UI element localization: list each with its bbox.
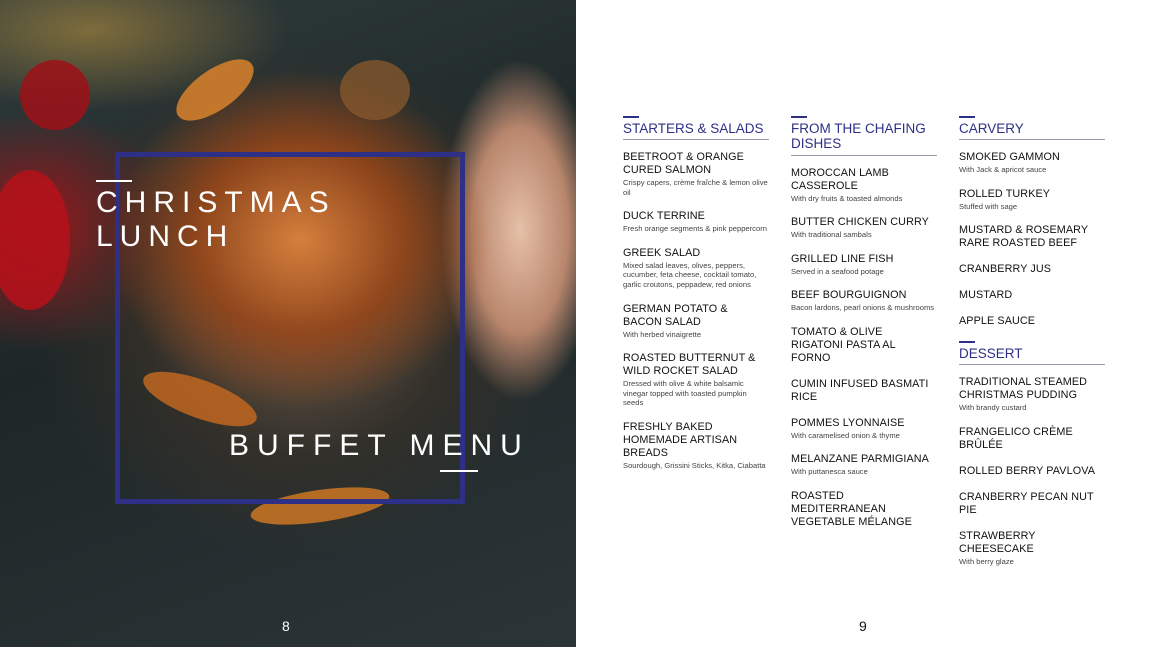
menu-item bbox=[959, 289, 1105, 302]
section-title: STARTERS & SALADS bbox=[623, 121, 769, 141]
menu-item bbox=[959, 263, 1105, 276]
menu-item-name: CRANBERRY PECAN NUT PIE bbox=[959, 490, 1094, 516]
menu-item bbox=[959, 426, 1105, 452]
menu-item-name: ROLLED BERRY PAVLOVA bbox=[959, 464, 1096, 477]
menu-item-name: MOROCCAN LAMB CASSEROLE bbox=[791, 166, 889, 192]
page-number-right: 9 bbox=[859, 618, 867, 634]
menu-item bbox=[959, 224, 1105, 250]
section-title: DESSERT bbox=[959, 346, 1105, 366]
menu-item-name: FRESHLY BAKED HOMEMADE ARTISAN BREADS bbox=[623, 420, 738, 459]
menu-item bbox=[623, 151, 769, 197]
menu-item-name: DUCK TERRINE bbox=[623, 210, 705, 223]
menu-item bbox=[959, 188, 1105, 212]
menu-item-description: Stuffed with sage bbox=[959, 201, 1018, 211]
menu-item-name: SMOKED GAMMON bbox=[959, 151, 1060, 163]
menu-item-name: BEEF BOURGUIGNON bbox=[791, 289, 907, 302]
menu-item-name: ROASTED BUTTERNUT & WILD ROCKET SALAD bbox=[623, 352, 756, 378]
menu-item bbox=[623, 247, 769, 290]
menu-item-description: Bacon lardons, pearl onions & mushrooms bbox=[791, 303, 935, 313]
menu-item-description: With dry fruits & toasted almonds bbox=[791, 193, 903, 203]
menu-item-description: With Jack & apricot sauce bbox=[959, 165, 1047, 174]
menu-item bbox=[623, 352, 769, 408]
menu-item-description: Crispy capers, crème fraîche & lemon olive oil bbox=[623, 178, 768, 197]
subtitle-rule bbox=[440, 470, 478, 472]
menu-item bbox=[959, 491, 1105, 517]
menu-item-name: MUSTARD bbox=[959, 289, 1013, 302]
menu-item-name: MUSTARD & ROSEMARY RARE ROASTED BEEF bbox=[959, 224, 1088, 250]
menu-item-description: With berry glaze bbox=[959, 556, 1014, 566]
menu-section bbox=[791, 116, 937, 529]
menu-item bbox=[791, 253, 937, 277]
menu-item bbox=[623, 210, 769, 234]
menu-item bbox=[791, 417, 937, 441]
menu-section bbox=[623, 116, 769, 471]
menu-item-name: TRADITIONAL STEAMED CHRISTMAS PUDDING bbox=[959, 376, 1088, 402]
menu-item bbox=[791, 216, 937, 240]
menu-item bbox=[959, 151, 1105, 175]
menu-item bbox=[959, 376, 1105, 413]
menu-section bbox=[959, 116, 1105, 328]
menu-item bbox=[623, 421, 769, 471]
menu-item-name: STRAWBERRY CHEESECAKE bbox=[959, 529, 1036, 555]
carrot-shape bbox=[167, 48, 264, 132]
menu-item-name: POMMES LYONNAISE bbox=[791, 416, 905, 429]
section-title: FROM THE CHAFING DISHES bbox=[791, 121, 937, 156]
menu-item-description: With caramelised onion & thyme bbox=[791, 430, 900, 440]
menu-item-name: GERMAN POTATO & BACON SALAD bbox=[623, 302, 728, 328]
menu-item-name: MELANZANE PARMIGIANA bbox=[791, 453, 929, 466]
menu-item-name: ROLLED TURKEY bbox=[959, 187, 1051, 200]
menu-item-name: GREEK SALAD bbox=[623, 246, 701, 259]
menu-item-name: BUTTER CHICKEN CURRY bbox=[791, 216, 929, 229]
menu-item-name: CUMIN INFUSED BASMATI RICE bbox=[791, 377, 929, 403]
menu-item-description: Sourdough, Grissini Sticks, Kitka, Ciabatta bbox=[623, 460, 766, 470]
ornament-shape bbox=[0, 170, 70, 310]
menu-item bbox=[959, 465, 1105, 478]
menu-item bbox=[791, 167, 937, 204]
page-subtitle: BUFFET MENU bbox=[229, 429, 530, 462]
menu-item bbox=[791, 289, 937, 313]
title-line-1: CHRISTMAS bbox=[96, 186, 336, 219]
section-tick bbox=[959, 341, 975, 343]
menu-item-description: Served in a seafood potage bbox=[791, 266, 884, 276]
menu-column-3 bbox=[959, 116, 1105, 579]
page-number-left: 8 bbox=[282, 618, 290, 634]
title-rule bbox=[96, 180, 132, 182]
menu-item-name: CRANBERRY JUS bbox=[959, 263, 1052, 276]
section-title: CARVERY bbox=[959, 121, 1105, 141]
menu-item-name: APPLE SAUCE bbox=[959, 315, 1036, 328]
menu-column-1 bbox=[623, 116, 769, 484]
onion-shape bbox=[340, 60, 410, 120]
section-tick bbox=[959, 116, 975, 118]
menu-section bbox=[959, 341, 1105, 566]
title-line-2: LUNCH bbox=[96, 220, 235, 253]
menu-item-name: FRANGELICO CRÈME BRÛLÉE bbox=[959, 425, 1073, 451]
menu-item bbox=[791, 490, 937, 529]
section-tick bbox=[623, 116, 639, 118]
menu-item bbox=[959, 530, 1105, 567]
menu-item bbox=[791, 453, 937, 477]
menu-item bbox=[959, 315, 1105, 328]
menu-item-name: BEETROOT & ORANGE CURED SALMON bbox=[623, 151, 744, 176]
menu-column-2 bbox=[791, 116, 937, 542]
ornament-shape bbox=[20, 60, 90, 130]
page-title bbox=[96, 186, 336, 254]
menu-item-description: With herbed vinaigrette bbox=[623, 329, 702, 339]
menu-item-description: With brandy custard bbox=[959, 403, 1027, 413]
menu-item bbox=[623, 303, 769, 340]
menu-item bbox=[791, 326, 937, 365]
menu-item-name: TOMATO & OLIVE RIGATONI PASTA AL FORNO bbox=[791, 325, 896, 364]
menu-item-description: Dressed with olive & white balsamic vinegar topped with toasted pumpkin seeds bbox=[623, 379, 747, 408]
menu-item-description: Fresh orange segments & pink peppercorn bbox=[623, 224, 767, 234]
menu-item-name: GRILLED LINE FISH bbox=[791, 252, 894, 265]
menu-item-description: Mixed salad leaves, olives, peppers, cucumber, feta cheese, cocktail tomato, garlic croutons, peppadew, red onions bbox=[623, 260, 757, 289]
menu-item-description: With traditional sambals bbox=[791, 230, 872, 240]
menu-item-name: ROASTED MEDITERRANEAN VEGETABLE MÉLANGE bbox=[791, 490, 912, 529]
menu-item bbox=[791, 378, 937, 404]
menu-item-description: With puttanesca sauce bbox=[791, 467, 868, 477]
section-tick bbox=[791, 116, 807, 118]
